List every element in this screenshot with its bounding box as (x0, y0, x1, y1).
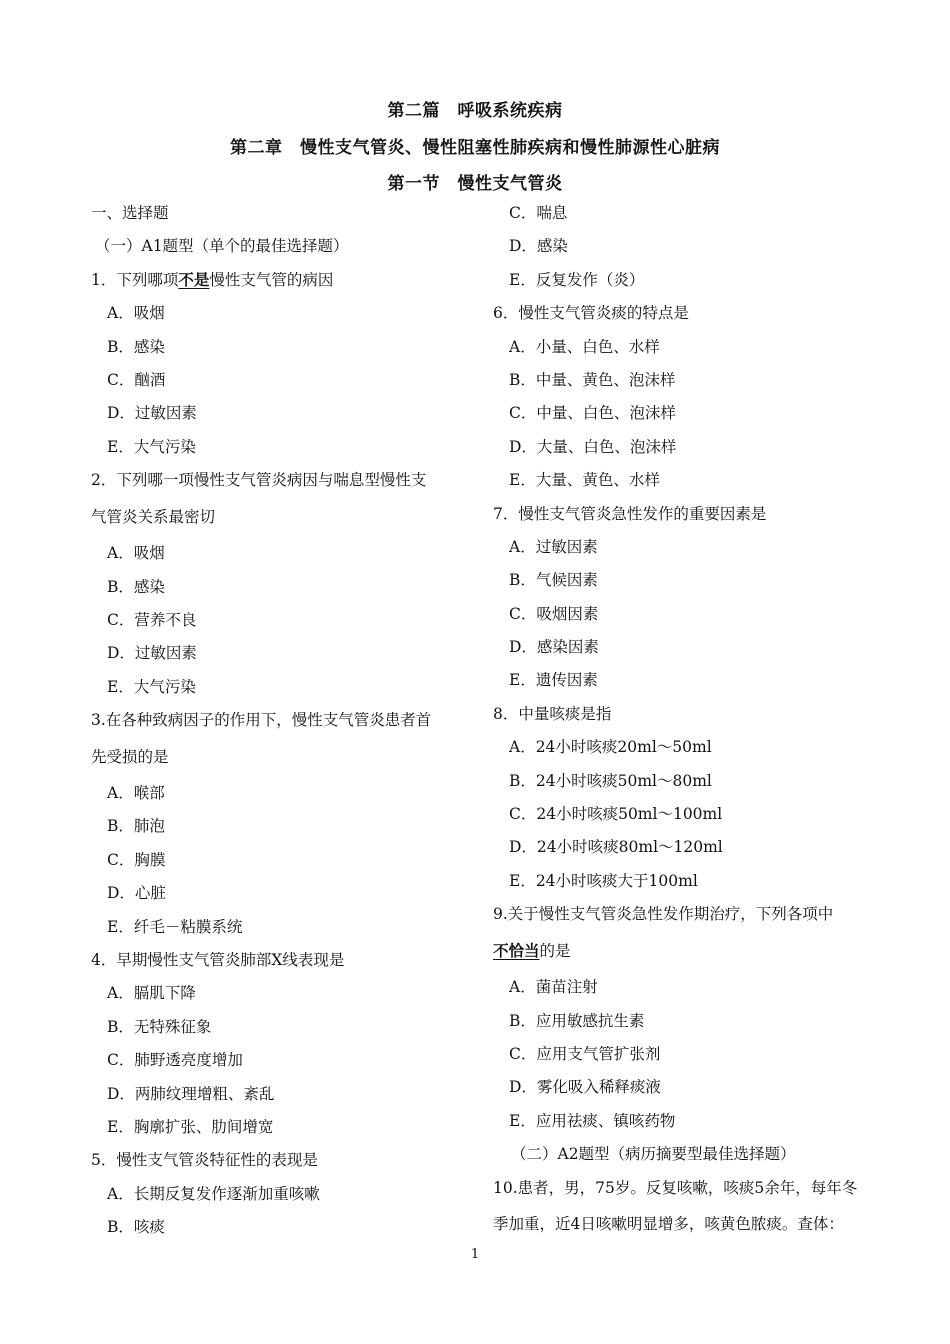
option: B．应用敏感抗生素 (509, 1011, 645, 1030)
option: E．24小时咳痰大于100ml (509, 871, 698, 890)
option: E．大气污染 (107, 437, 196, 456)
option: C．肺野透亮度增加 (107, 1051, 243, 1070)
option: A．长期反复发作逐渐加重咳嗽 (107, 1184, 320, 1203)
question-6: 6．慢性支气管炎痰的特点是 (493, 304, 689, 323)
section-title: 第一节 慢性支气管炎 (387, 174, 563, 194)
option: C．应用支气管扩张剂 (509, 1044, 661, 1063)
question-1: 1．下列哪项不是慢性支气管的病因 (91, 269, 334, 289)
left-column (91, 199, 471, 1247)
option: B．感染 (107, 577, 165, 596)
question-5: 5．慢性支气管炎特征性的表现是 (91, 1151, 318, 1170)
option: C．喘息 (509, 204, 568, 222)
option: E．纤毛－粘膜系统 (107, 917, 243, 936)
option: C．吸烟因素 (509, 604, 599, 623)
chapter-title: 第二章 慢性支气管炎、慢性阻塞性肺疾病和慢性肺源性心脏病 (230, 138, 720, 158)
question-9-cont: 不恰当的是 (493, 940, 571, 960)
question-4: 4．早期慢性支气管炎肺部X线表现是 (91, 951, 345, 970)
question-3: 3.在各种致病因子的作用下，慢性支气管炎患者首 (91, 711, 432, 730)
question-10-cont: 季加重，近4日咳嗽明显增多，咳黄色脓痰。查体： (493, 1215, 844, 1234)
option: A．小量、白色、水样 (509, 337, 660, 356)
option: E．胸廓扩张、肋间增宽 (107, 1117, 274, 1136)
option: E．遗传因素 (509, 671, 598, 690)
question-8: 8．中量咳痰是指 (493, 704, 612, 723)
right-column (493, 199, 873, 1247)
option: C．胸膜 (107, 850, 166, 869)
option: A．喉部 (107, 784, 165, 803)
option: A．过敏因素 (509, 537, 598, 556)
option: C．中量、白色、泡沫样 (509, 404, 676, 423)
option: D．24小时咳痰80ml～120ml (509, 838, 723, 857)
option: E．应用祛痰、镇咳药物 (509, 1111, 676, 1130)
question-2: 2．下列哪一项慢性支气管炎病因与喘息型慢性支 (91, 471, 427, 490)
option: D．心脏 (107, 884, 166, 903)
option: A．吸烟 (107, 304, 165, 323)
option: E．反复发作（炎） (509, 270, 645, 289)
part-title: 第二篇 呼吸系统疾病 (387, 101, 563, 121)
heading-a1: （一）A1题型（单个的最佳选择题） (95, 237, 349, 256)
option: D．两肺纹理增粗、紊乱 (107, 1084, 275, 1103)
option: B．咳痰 (107, 1218, 165, 1237)
question-9: 9.关于慢性支气管炎急性发作期治疗，下列各项中 (493, 905, 834, 924)
option: C．营养不良 (107, 610, 197, 629)
heading-choice: 一、选择题 (91, 204, 169, 222)
question-10: 10.患者，男，75岁。反复咳嗽，咳痰5余年，每年冬 (493, 1178, 858, 1197)
heading-a2: （二）A2题型（病历摘要型最佳选择题） (511, 1145, 796, 1164)
option: B．肺泡 (107, 817, 165, 836)
option: A．膈肌下降 (107, 984, 196, 1003)
option: B．气候因素 (509, 571, 598, 590)
option: C．24小时咳痰50ml～100ml (509, 805, 723, 824)
option: D．感染 (509, 237, 568, 256)
option: B．感染 (107, 337, 165, 356)
option: B．24小时咳痰50ml～80ml (509, 771, 712, 790)
option: A．菌苗注射 (509, 978, 598, 997)
option: B．无特殊征象 (107, 1017, 212, 1036)
emphasis-text: 不恰当 (493, 940, 540, 960)
page-number: 1 (470, 1247, 480, 1262)
option: D．过敏因素 (107, 404, 197, 423)
option: E．大量、黄色、水样 (509, 471, 660, 490)
option: A．吸烟 (107, 544, 165, 563)
option: D．感染因素 (509, 638, 599, 657)
option: B．中量、黄色、泡沫样 (509, 370, 676, 389)
option: C．酗酒 (107, 370, 166, 389)
emphasis-text: 不是 (178, 269, 210, 289)
option: D．过敏因素 (107, 644, 197, 663)
option: D．大量、白色、泡沫样 (509, 437, 677, 456)
option: E．大气污染 (107, 677, 196, 696)
question-7: 7．慢性支气管炎急性发作的重要因素是 (493, 504, 767, 523)
option: A．24小时咳痰20ml～50ml (509, 738, 712, 757)
question-2-cont: 气管炎关系最密切 (91, 507, 216, 526)
option: D．雾化吸入稀释痰液 (509, 1078, 661, 1097)
question-3-cont: 先受损的是 (91, 747, 169, 766)
